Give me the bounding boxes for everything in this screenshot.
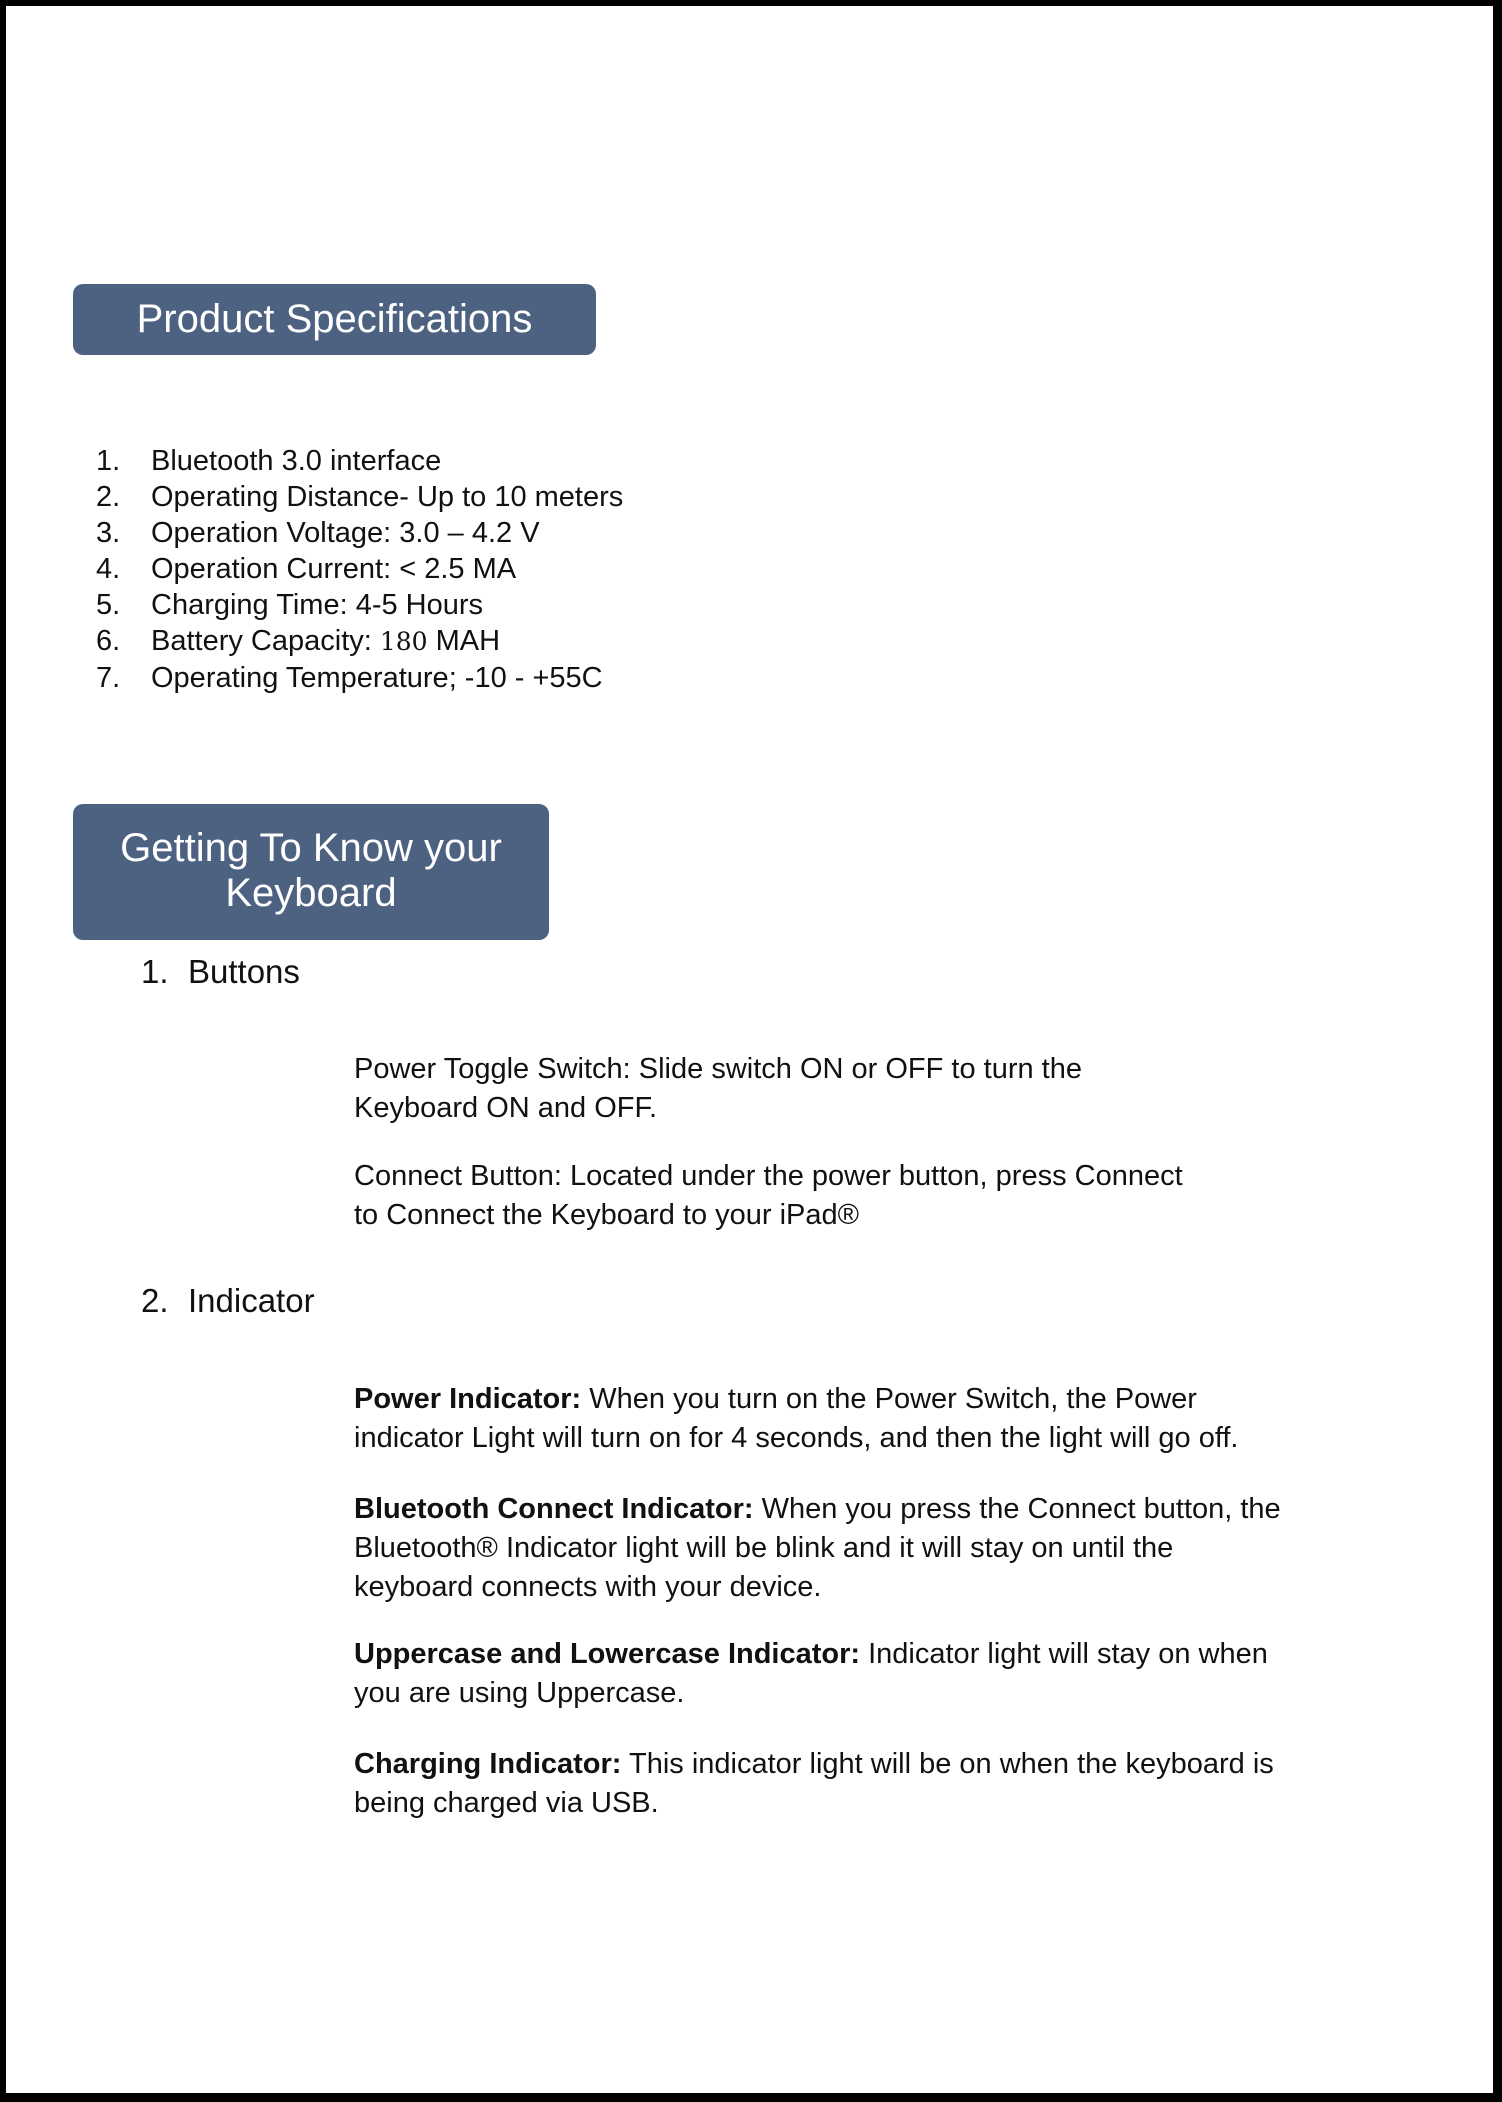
- header-line: Keyboard: [225, 871, 397, 915]
- spec-item: 5. Charging Time: 4-5 Hours: [96, 589, 484, 621]
- bluetooth-indicator-paragraph: Bluetooth Connect Indicator: When you press the Connect button, the Bluetooth® Indicator light will be blink and it will stay on until the keyboard connects with your device.: [354, 1493, 1281, 1603]
- buttons-section-title: 1. Buttons: [141, 953, 300, 990]
- header-line: Getting To Know your: [120, 826, 502, 870]
- spec-item: 4. Operation Current: < 2.5 MA: [96, 553, 517, 585]
- power-toggle-paragraph: Power Toggle Switch: Slide switch ON or OFF to turn the Keyboard ON and OFF.: [354, 1053, 1082, 1124]
- battery-capacity-value: 180: [379, 627, 428, 656]
- power-indicator-paragraph: Power Indicator: When you turn on the Power Switch, the Power indicator Light will turn on for 4 seconds, and then the light will go off.: [354, 1383, 1239, 1454]
- product-specifications-title: Product Specifications: [136, 297, 533, 341]
- connect-button-paragraph: Connect Button: Located under the power button, press Connect to Connect the Keyboard to your iPad®: [354, 1160, 1183, 1231]
- indicator-section-title: 2. Indicator: [141, 1282, 315, 1319]
- spec-item: 2. Operating Distance- Up to 10 meters: [96, 481, 624, 513]
- uppercase-indicator-paragraph: Uppercase and Lowercase Indicator: Indicator light will stay on when you are using Uppercase.: [354, 1638, 1268, 1709]
- getting-to-know-keyboard-header: [73, 804, 549, 940]
- spec-list: [96, 443, 623, 696]
- product-specifications-header: [73, 284, 596, 355]
- spec-item: 3. Operation Voltage: 3.0 – 4.2 V: [96, 517, 540, 549]
- spec-item: 1. Bluetooth 3.0 interface: [96, 445, 442, 477]
- charging-indicator-paragraph: Charging Indicator: This indicator light will be on when the keyboard is being charged via USB.: [354, 1748, 1274, 1819]
- spec-item: 6. Battery Capacity: 180 MAH: [96, 625, 501, 657]
- spec-item: 7. Operating Temperature; -10 - +55C: [96, 662, 603, 694]
